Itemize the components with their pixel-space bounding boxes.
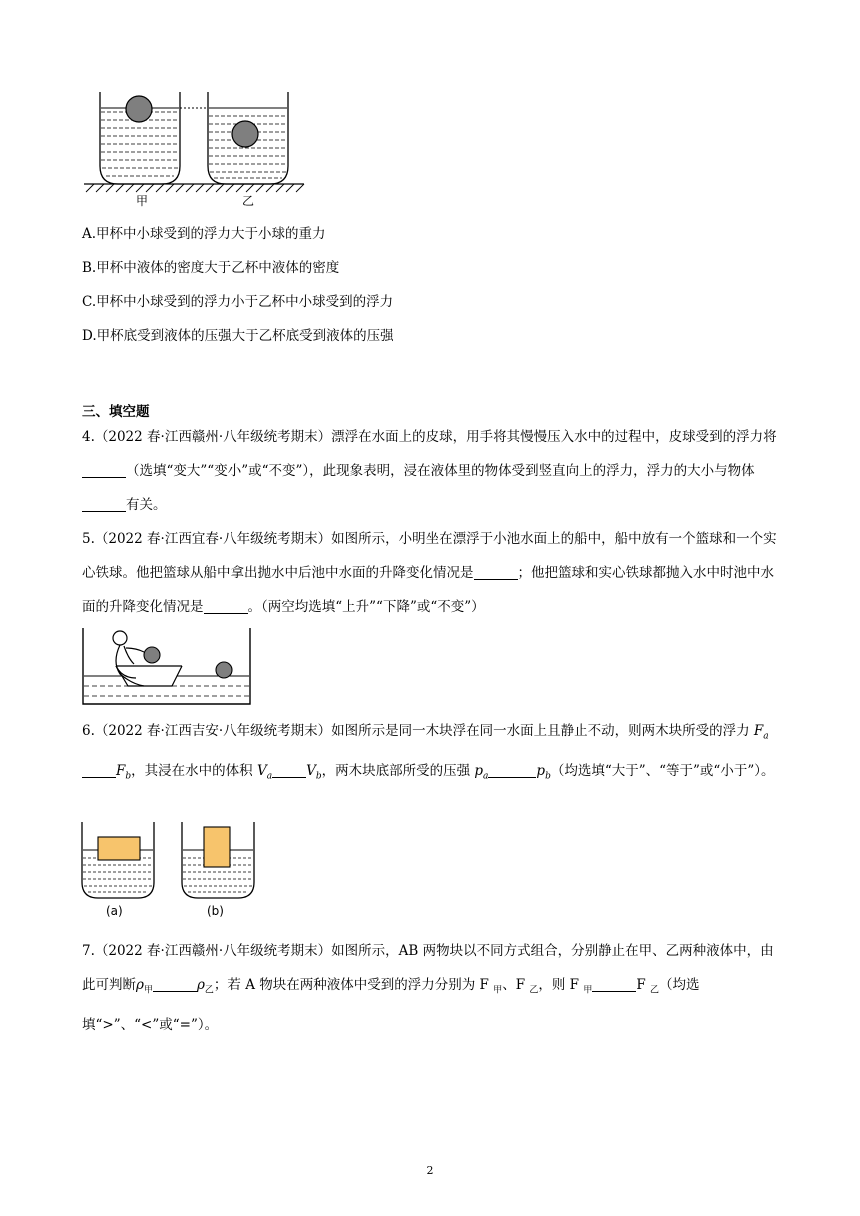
q4-text-3: 有关。 — [126, 497, 167, 513]
force-b-symbol: F — [116, 762, 126, 779]
beakers-figure — [82, 88, 322, 210]
block-label-b: (b) — [207, 904, 224, 918]
question-4 — [82, 420, 782, 522]
block-a — [98, 837, 140, 860]
q7-text-2: ；若 A 物块在两种液体中受到的浮力分别为 F — [213, 977, 494, 993]
q7-text-4: ，则 F — [538, 977, 584, 993]
option-letter: D. — [82, 328, 97, 344]
force-a-symbol: F — [753, 723, 764, 739]
q6-text-2: ，其浸在水中的体积 — [131, 762, 257, 779]
question-7 — [82, 934, 782, 1042]
force-sub: 乙 — [650, 985, 660, 996]
force-sub: 乙 — [529, 985, 539, 996]
ball-left — [126, 96, 152, 122]
ball-in-boat — [144, 647, 160, 663]
option-letter: A. — [82, 226, 97, 242]
option-c — [82, 292, 393, 312]
answer-blank[interactable] — [82, 495, 126, 512]
ball-right — [232, 121, 258, 147]
beaker-label-left: 甲 — [136, 194, 149, 208]
answer-blank[interactable] — [82, 761, 116, 778]
answer-blank[interactable] — [474, 563, 518, 580]
rho-symbol: ρ — [136, 977, 144, 993]
q5-text-3: 。（两空均选填“上升”“下降”或“不变”） — [247, 599, 485, 615]
option-text: 甲杯底受到液体的压强大于乙杯底受到液体的压强 — [96, 328, 394, 344]
pressure-a-sub: a — [483, 771, 489, 782]
block-b — [204, 827, 230, 867]
pressure-a-symbol: p — [474, 762, 484, 779]
q4-text-1: 4.（2022 春·江西赣州·八年级统考期末）漂浮在水面上的皮球，用手将其慢慢压入水中的过程中，皮球受到的浮力将 — [82, 429, 777, 445]
option-text: 甲杯中液体的密度大于乙杯中液体的密度 — [96, 260, 340, 276]
q5-text-1: 5.（2022 春·江西宜春·八年级统考期末）如图所示，小明坐在漂浮于小池水面上的船中，船中放有一个篮球和一个实心铁球。他把篮球从船中拿出抛水中后池中水面的升降变化情况是 — [82, 531, 777, 581]
answer-blank[interactable] — [488, 761, 536, 778]
q6-text-3: ，两木块底部所受的压强 — [321, 762, 475, 779]
volume-b-sub: b — [315, 771, 322, 782]
volume-a-symbol: V — [256, 762, 267, 779]
option-letter: B. — [82, 260, 97, 276]
force-a-sub: a — [763, 731, 769, 742]
q5-text-2: ；他把篮球和实心铁球都抛入水中时池中水面的升降变化情况是 — [82, 565, 774, 615]
boat-figure — [82, 626, 252, 706]
blocks-figure — [80, 820, 260, 920]
rho-sub: 乙 — [204, 985, 214, 996]
force-sub: 甲 — [583, 985, 593, 996]
answer-blank[interactable] — [204, 597, 248, 614]
q7-text-3: 、F — [502, 977, 530, 993]
q6-text-4: （均选填“大于”、“等于”或“小于”）。 — [550, 762, 775, 779]
rho-sub: 甲 — [143, 985, 153, 996]
answer-blank[interactable] — [592, 975, 636, 992]
q4-text-2: （选填“变大”“变小”或“不变”），此现象表明，浸在液体里的物体受到竖直向上的浮力，浮力的大小与物体 — [126, 463, 755, 479]
volume-a-sub: a — [266, 771, 273, 782]
q6-text-1: 6.（2022 春·江西吉安·八年级统考期末）如图所示是同一木块浮在同一水面上且静止不动，则两木块所受的浮力 — [82, 723, 754, 739]
force-b-sub: b — [125, 771, 132, 782]
volume-b-symbol: V — [306, 762, 316, 779]
answer-blank[interactable] — [153, 975, 197, 992]
option-b — [82, 258, 339, 278]
beaker-label-right: 乙 — [242, 194, 255, 208]
rho-symbol: ρ — [196, 977, 205, 993]
q7-text-6: （均选填“>”、“<”或“=”）。 — [82, 977, 700, 1033]
question-6 — [82, 714, 782, 793]
option-a — [82, 224, 326, 244]
ball-in-water — [216, 662, 232, 678]
page-number: 2 — [426, 1164, 434, 1177]
pressure-b-sub: b — [545, 771, 551, 782]
question-5 — [82, 522, 782, 624]
answer-blank[interactable] — [82, 461, 126, 478]
block-label-a: (a) — [106, 904, 123, 918]
option-letter: C. — [82, 294, 97, 310]
q7-text-1: 7.（2022 春·江西赣州·八年级统考期末）如图所示，AB 两物块以不同方式组合，分别静止在甲、乙两种液体中，由此可判断 — [82, 943, 774, 993]
option-text: 甲杯中小球受到的浮力小于乙杯中小球受到的浮力 — [96, 294, 394, 310]
pressure-b-symbol: p — [536, 762, 546, 779]
answer-blank[interactable] — [272, 761, 306, 778]
option-text: 甲杯中小球受到的浮力大于小球的重力 — [96, 226, 326, 242]
section-title: 三、填空题 — [82, 404, 150, 420]
force-sub: 甲 — [493, 985, 503, 996]
q7-text-5: F — [636, 977, 651, 993]
option-d — [82, 326, 394, 346]
